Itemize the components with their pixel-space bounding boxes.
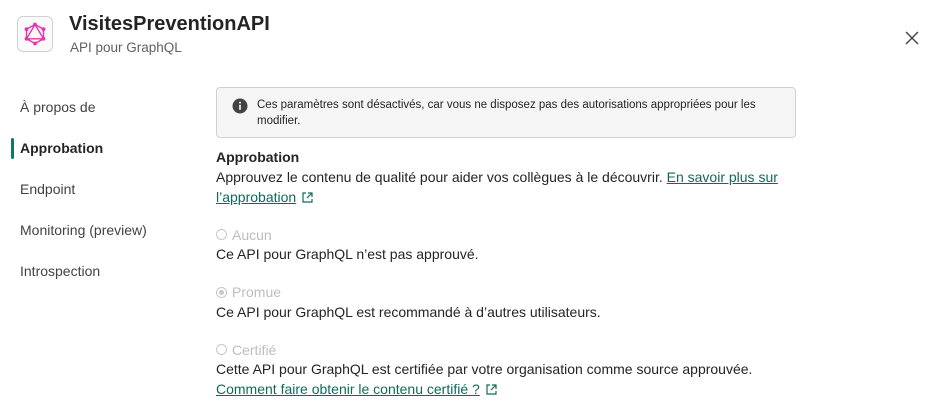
permission-notice [216, 87, 796, 138]
option-certified [216, 340, 916, 399]
info-icon [232, 98, 248, 114]
certified-help-link[interactable]: Comment faire obtenir le contenu certifié ? [216, 380, 480, 397]
graphql-icon [17, 16, 53, 52]
radio-label-certified: Certifié [232, 341, 277, 358]
nav-item-approval[interactable]: Approbation [10, 138, 200, 159]
nav-item-about[interactable]: À propos de [20, 99, 96, 115]
approval-panel [216, 87, 916, 399]
nav-item-introspection[interactable]: Introspection [20, 263, 101, 279]
page-title: VisitesPreventionAPI [69, 13, 270, 35]
learn-more-link[interactable]: En savoir plus sur l’approbation [216, 169, 778, 205]
close-icon [905, 31, 919, 45]
option-none [216, 225, 916, 265]
settings-nav [10, 97, 200, 302]
radio-promoted[interactable] [216, 287, 227, 298]
option-promoted [216, 283, 916, 323]
notice-text: Ces paramètres sont désactivés, car vous ne disposez pas des autorisations appropriées pour les modifier. [257, 99, 756, 127]
option-description-certified [216, 360, 916, 399]
external-link-icon[interactable] [301, 191, 314, 204]
section-description [216, 168, 806, 207]
radio-certified[interactable] [216, 344, 227, 355]
radio-label-promoted: Promue [232, 284, 282, 300]
option-description-none: Ce API pour GraphQL n’est pas approuvé. [216, 246, 479, 262]
page-subtitle: API pour GraphQL [70, 40, 182, 55]
radio-label-none: Aucun [232, 226, 272, 243]
approval-description: Approuvez le contenu de qualité pour aider vos collègues à le découvrir. [216, 169, 663, 185]
nav-item-endpoint[interactable]: Endpoint [20, 181, 76, 197]
section-title: Approbation [216, 149, 300, 165]
option-description-promoted: Ce API pour GraphQL est recommandé à d’autres utilisateurs. [216, 303, 601, 320]
radio-none[interactable] [216, 229, 227, 240]
certified-description: Cette API pour GraphQL est certifiée par votre organisation comme source approuvée. [216, 361, 753, 377]
nav-item-monitoring[interactable]: Monitoring (preview) [20, 222, 147, 238]
external-link-icon[interactable] [485, 383, 498, 396]
panel-header [17, 13, 917, 63]
close-button[interactable] [901, 27, 923, 49]
